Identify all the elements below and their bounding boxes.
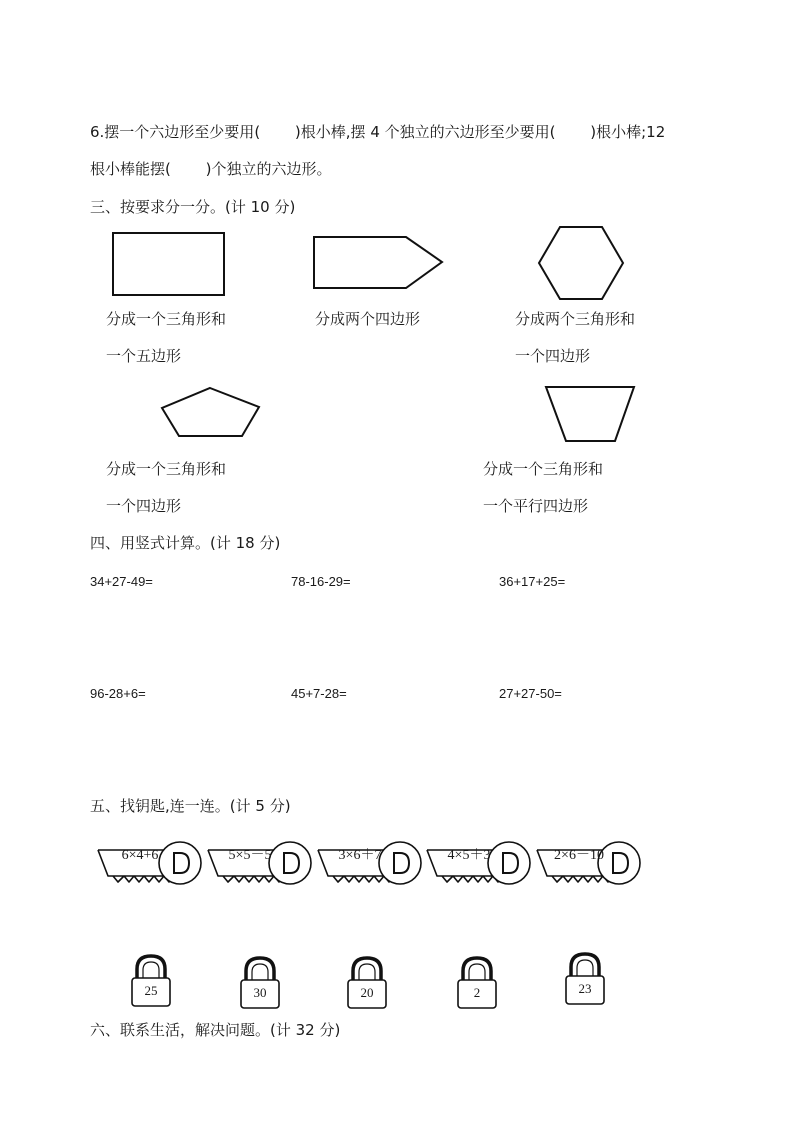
lock-3[interactable] <box>345 955 389 1011</box>
section-3-item-2-line-1: 分成两个四边形 <box>315 310 421 328</box>
key-2[interactable] <box>206 838 314 886</box>
section-3-title: 三、按要求分一分。(计 10 分) <box>90 198 296 216</box>
key-3-expression: 3×6＋7 <box>338 848 382 863</box>
calc-problem-5: 45+7-28= <box>291 686 347 701</box>
padlock-icon <box>345 955 389 1011</box>
section-3-item-3-line-1: 分成两个三角形和 <box>515 310 636 328</box>
question-6-line-1: 6.摆一个六边形至少要用( )根小棒,摆 4 个独立的六边形至少要用( )根小棒;12 <box>90 123 666 141</box>
calc-problem-1: 34+27-49= <box>90 574 153 589</box>
section-3-item-4-line-1: 分成一个三角形和 <box>106 460 227 478</box>
question-6-line-2: 根小棒能摆( )个独立的六边形。 <box>90 160 332 178</box>
lock-4-number: 2 <box>473 985 481 1000</box>
lock-5-number: 23 <box>578 981 592 996</box>
key-2-expression: 5×5－5 <box>228 848 272 863</box>
padlock-icon <box>129 953 173 1009</box>
section-3-item-3-line-2: 一个四边形 <box>515 347 591 365</box>
section-3-item-1-line-2: 一个五边形 <box>106 347 182 365</box>
key-5[interactable] <box>535 838 643 886</box>
key-1-expression: 6×4+6 <box>121 848 159 863</box>
key-4-expression: 4×5＋3 <box>447 848 491 863</box>
lock-2-number: 30 <box>253 985 267 1000</box>
section-4-title: 四、用竖式计算。(计 18 分) <box>90 534 281 552</box>
calc-problem-3: 36+17+25= <box>499 574 566 589</box>
padlock-icon <box>563 951 607 1007</box>
key-4[interactable] <box>425 838 533 886</box>
trapezoid-shape <box>544 385 636 443</box>
section-3-item-5-line-1: 分成一个三角形和 <box>483 460 604 478</box>
rectangle-shape <box>112 232 226 298</box>
lock-1-number: 25 <box>144 983 158 998</box>
calc-problem-4: 96-28+6= <box>90 686 146 701</box>
calc-problem-2: 78-16-29= <box>291 574 351 589</box>
section-3-item-1-line-1: 分成一个三角形和 <box>106 310 227 328</box>
key-1[interactable] <box>96 838 204 886</box>
padlock-icon <box>455 955 499 1011</box>
section-3-item-4-line-2: 一个四边形 <box>106 497 182 515</box>
hexagon-shape <box>537 225 625 301</box>
lock-5[interactable] <box>563 951 607 1007</box>
pentagon-shape <box>160 386 262 440</box>
section-3-item-5-line-2: 一个平行四边形 <box>483 497 589 515</box>
pentagon-arrow-shape <box>313 236 445 290</box>
section-5-title: 五、找钥匙,连一连。(计 5 分) <box>90 797 291 815</box>
lock-1[interactable] <box>129 953 173 1009</box>
lock-3-number: 20 <box>360 985 374 1000</box>
section-6-title: 六、联系生活，解决问题。(计 32 分) <box>90 1021 341 1039</box>
lock-4[interactable] <box>455 955 499 1011</box>
lock-2[interactable] <box>238 955 282 1011</box>
key-5-expression: 2×6－10 <box>554 848 604 863</box>
calc-problem-6: 27+27-50= <box>499 686 562 701</box>
padlock-icon <box>238 955 282 1011</box>
key-3[interactable] <box>316 838 424 886</box>
